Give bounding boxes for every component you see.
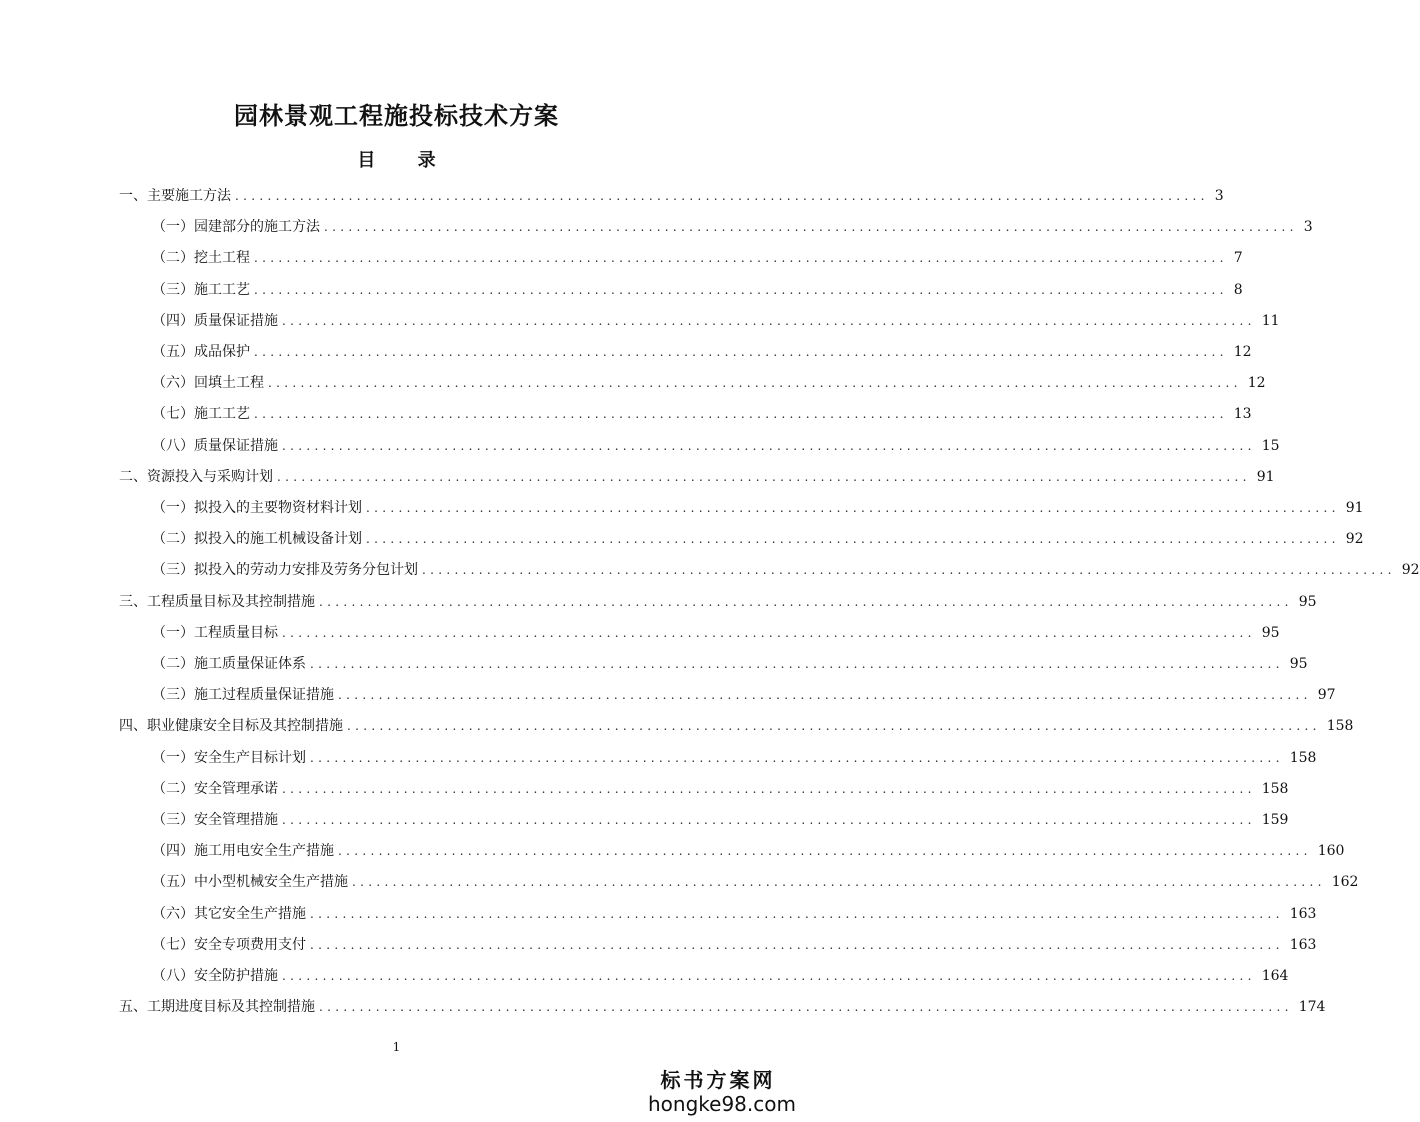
toc-entry-page: 162 <box>1331 874 1359 891</box>
toc-subsection-entry[interactable] <box>152 340 1252 364</box>
toc-subsection-entry[interactable] <box>152 215 1313 239</box>
toc-entry-label: （八）质量保证措施 <box>152 437 278 454</box>
dot-leader: ........................................................................................................................ <box>310 750 1284 765</box>
toc-entry-page: 159 <box>1261 812 1289 828</box>
toc-subsection-entry[interactable] <box>152 652 1308 676</box>
toc-entry-label: （一）安全生产目标计划 <box>152 749 306 766</box>
toc-entry-page: 13 <box>1233 406 1252 423</box>
toc-entry-page: 95 <box>1298 593 1317 610</box>
dot-leader: ........................................................................................................................ <box>324 220 1298 235</box>
dot-leader: ........................................................................................................................ <box>366 532 1340 547</box>
dot-leader: ........................................................................................................................ <box>254 282 1228 297</box>
toc-subsection-entry[interactable] <box>152 621 1280 645</box>
watermark-url-text: hongke98.com <box>648 1092 796 1116</box>
toc-subsection-entry[interactable] <box>152 777 1289 801</box>
toc-entry-label: （七）施工工艺 <box>152 406 250 423</box>
dot-leader: ........................................................................................................................ <box>319 594 1293 609</box>
toc-entry-label: （一）园建部分的施工方法 <box>152 219 320 236</box>
toc-subsection-entry[interactable] <box>152 558 1420 582</box>
toc-entry-page: 15 <box>1261 437 1280 454</box>
toc-subsection-entry[interactable] <box>152 808 1289 832</box>
toc-entry-label: （三）施工工艺 <box>152 281 250 298</box>
toc-entry-page: 7 <box>1233 250 1243 267</box>
dot-leader: ........................................................................................................................ <box>268 376 1242 391</box>
toc-subsection-entry[interactable] <box>152 839 1345 863</box>
toc-entry-page: 91 <box>1256 468 1275 485</box>
toc-section-entry[interactable] <box>119 465 1275 489</box>
toc-entry-page: 12 <box>1233 344 1252 360</box>
page-number: 1 <box>392 1040 401 1054</box>
dot-leader: ........................................................................................................................ <box>282 625 1256 640</box>
toc-entry-page: 12 <box>1247 375 1266 392</box>
toc-entry-page: 3 <box>1214 188 1224 204</box>
toc-entry-label: 四、职业健康安全目标及其控制措施 <box>119 718 343 735</box>
dot-leader: ........................................................................................................................ <box>254 407 1228 422</box>
toc-entry-label: （四）施工用电安全生产措施 <box>152 843 334 860</box>
toc-subsection-entry[interactable] <box>152 371 1266 395</box>
toc-entry-page: 163 <box>1289 936 1317 953</box>
dot-leader: ........................................................................................................................ <box>310 937 1284 952</box>
toc-entry-page: 160 <box>1317 843 1345 860</box>
toc-entry-label: （二）拟投入的施工机械设备计划 <box>152 531 362 548</box>
dot-leader: ........................................................................................................................ <box>347 719 1321 734</box>
toc-section-entry[interactable] <box>119 590 1317 614</box>
document-title: 园林景观工程施投标技术方案 <box>234 102 559 130</box>
toc-entry-label: （三）安全管理措施 <box>152 812 278 828</box>
dot-leader: ........................................................................................................................ <box>352 875 1326 890</box>
dot-leader: ........................................................................................................................ <box>254 345 1228 359</box>
dot-leader: ........................................................................................................................ <box>282 313 1256 328</box>
toc-entry-page: 158 <box>1289 749 1317 766</box>
toc-subsection-entry[interactable] <box>152 434 1280 458</box>
toc-subsection-entry[interactable] <box>152 933 1317 957</box>
toc-section-entry[interactable] <box>119 184 1224 208</box>
watermark-chinese-text: 标书方案网 <box>660 1068 776 1092</box>
toc-entry-label: （二）挖土工程 <box>152 250 250 267</box>
toc-entry-label: 三、工程质量目标及其控制措施 <box>119 593 315 610</box>
toc-entry-label: （二）安全管理承诺 <box>152 780 278 797</box>
toc-subsection-entry[interactable] <box>152 402 1252 426</box>
toc-subsection-entry[interactable] <box>152 964 1289 988</box>
toc-entry-page: 92 <box>1345 531 1364 548</box>
toc-entry-page: 163 <box>1289 905 1317 922</box>
toc-entry-page: 95 <box>1289 656 1308 672</box>
toc-subsection-entry[interactable] <box>152 527 1364 551</box>
watermark-logo <box>648 1068 796 1116</box>
toc-entry-page: 95 <box>1261 624 1280 641</box>
dot-leader: ........................................................................................................................ <box>338 844 1312 859</box>
toc-entry-label: （一）拟投入的主要物资材料计划 <box>152 500 362 516</box>
toc-entry-label: （二）施工质量保证体系 <box>152 656 306 672</box>
toc-entry-label: 五、工期进度目标及其控制措施 <box>119 999 315 1016</box>
toc-entry-page: 158 <box>1326 718 1354 735</box>
toc-subsection-entry[interactable] <box>152 309 1280 333</box>
dot-leader: ........................................................................................................................ <box>319 1000 1293 1015</box>
dot-leader: ........................................................................................................................ <box>254 251 1228 266</box>
toc-subsection-entry[interactable] <box>152 746 1317 770</box>
toc-entry-label: （四）质量保证措施 <box>152 312 278 329</box>
dot-leader: ........................................................................................................................ <box>235 189 1209 203</box>
toc-heading: 目 录 <box>357 150 454 171</box>
toc-entry-label: （五）成品保护 <box>152 344 250 360</box>
dot-leader: ........................................................................................................................ <box>310 657 1284 671</box>
toc-entry-label: （七）安全专项费用支付 <box>152 936 306 953</box>
dot-leader: ........................................................................................................................ <box>422 563 1396 578</box>
table-of-contents <box>0 180 1420 1040</box>
dot-leader: ........................................................................................................................ <box>282 969 1256 983</box>
toc-entry-page: 92 <box>1401 562 1420 579</box>
toc-section-entry[interactable] <box>119 995 1326 1019</box>
toc-entry-label: （八）安全防护措施 <box>152 968 278 984</box>
toc-entry-page: 91 <box>1345 500 1364 516</box>
toc-subsection-entry[interactable] <box>152 496 1364 520</box>
dot-leader: ........................................................................................................................ <box>366 501 1340 515</box>
toc-entry-label: （六）回填土工程 <box>152 375 264 392</box>
toc-subsection-entry[interactable] <box>152 902 1317 926</box>
dot-leader: ........................................................................................................................ <box>282 813 1256 827</box>
toc-entry-page: 174 <box>1298 999 1326 1016</box>
toc-subsection-entry[interactable] <box>152 278 1243 302</box>
toc-subsection-entry[interactable] <box>152 246 1243 270</box>
toc-entry-label: （六）其它安全生产措施 <box>152 905 306 922</box>
toc-entry-page: 3 <box>1303 219 1313 236</box>
toc-subsection-entry[interactable] <box>152 870 1359 894</box>
dot-leader: ........................................................................................................................ <box>282 438 1256 453</box>
toc-entry-label: （一）工程质量目标 <box>152 624 278 641</box>
dot-leader: ........................................................................................................................ <box>310 906 1284 921</box>
toc-subsection-entry[interactable] <box>152 683 1336 707</box>
toc-entry-page: 164 <box>1261 968 1289 984</box>
toc-entry-label: （五）中小型机械安全生产措施 <box>152 874 348 891</box>
toc-entry-page: 8 <box>1233 281 1243 298</box>
dot-leader: ........................................................................................................................ <box>282 781 1256 796</box>
toc-entry-page: 11 <box>1261 312 1280 329</box>
toc-entry-page: 158 <box>1261 780 1289 797</box>
dot-leader: ........................................................................................................................ <box>277 469 1251 484</box>
toc-entry-label: （三）拟投入的劳动力安排及劳务分包计划 <box>152 562 418 579</box>
toc-entry-label: 二、资源投入与采购计划 <box>119 468 273 485</box>
toc-entry-label: 一、主要施工方法 <box>119 188 231 204</box>
dot-leader: ........................................................................................................................ <box>338 688 1312 703</box>
toc-entry-page: 97 <box>1317 687 1336 704</box>
toc-entry-label: （三）施工过程质量保证措施 <box>152 687 334 704</box>
toc-section-entry[interactable] <box>119 714 1354 738</box>
